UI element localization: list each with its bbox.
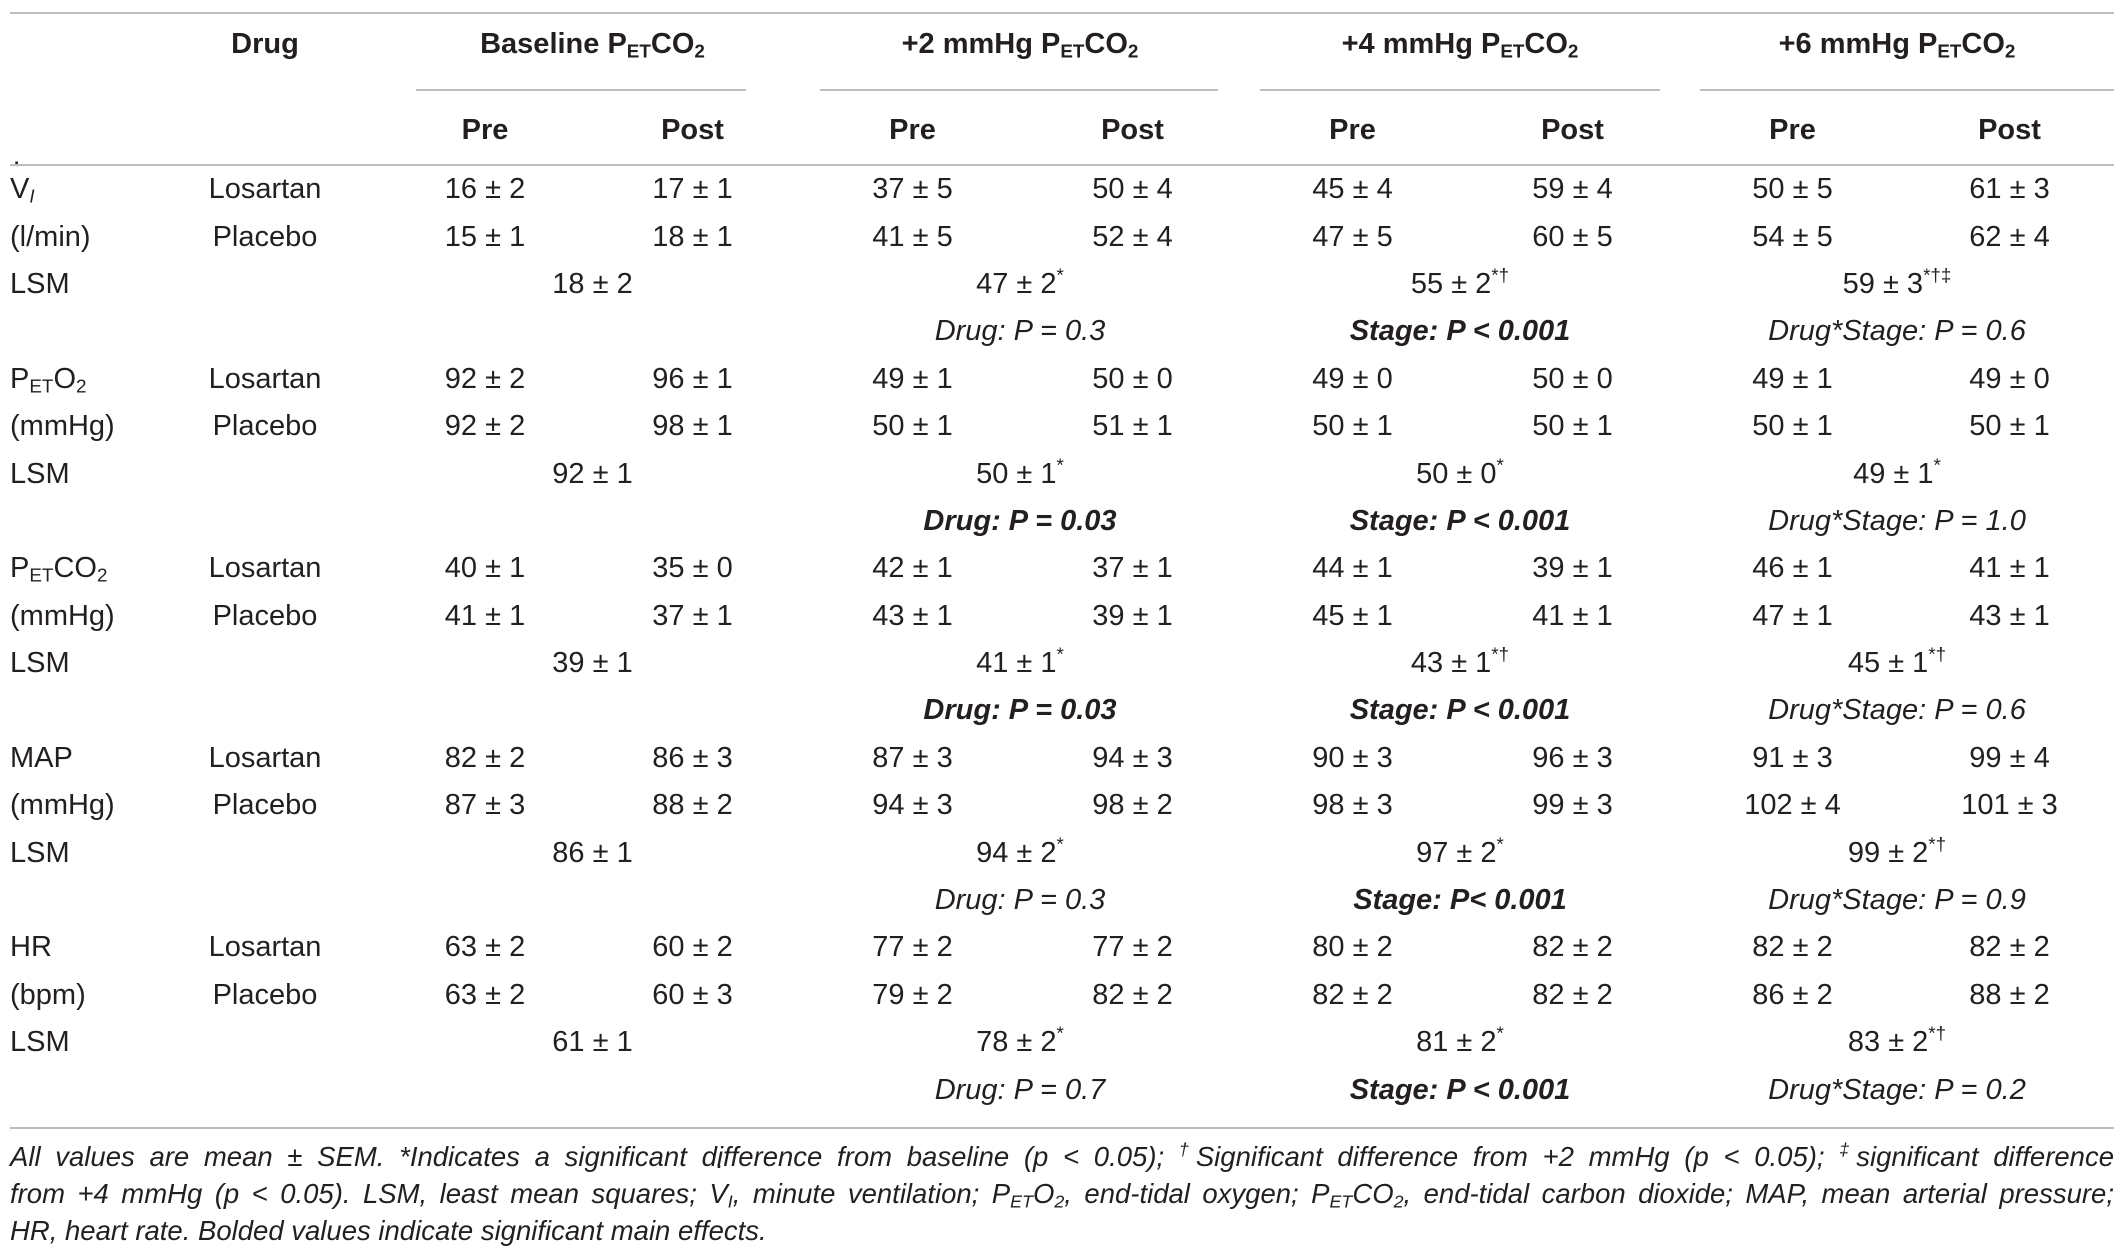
value-cell: 17 ± 1: [652, 173, 733, 206]
value-cell: 37 ± 1: [652, 599, 733, 632]
value-cell: 77 ± 2: [1092, 931, 1173, 964]
lsm-label: LSM: [10, 457, 70, 490]
value-cell: 82 ± 2: [1969, 931, 2050, 964]
drug-name: Placebo: [212, 220, 318, 253]
value-cell: 50 ± 5: [1752, 173, 1833, 206]
stat-result: Drug*Stage: P = 1.0: [1768, 504, 2026, 537]
drug-name: Placebo: [212, 599, 318, 632]
stat-result: Drug*Stage: P = 0.6: [1768, 694, 2026, 727]
lsm-label: LSM: [10, 267, 70, 300]
value-cell: 98 ± 2: [1092, 789, 1173, 822]
stat-result: Drug*Stage: P = 0.2: [1768, 1073, 2026, 1106]
value-cell: 50 ± 1: [1312, 410, 1393, 443]
value-cell: 80 ± 2: [1312, 931, 1393, 964]
value-cell: 87 ± 3: [872, 741, 953, 774]
value-cell: 91 ± 3: [1752, 741, 1833, 774]
lsm-label: LSM: [10, 647, 70, 680]
stat-result: Drug: P = 0.03: [923, 504, 1117, 537]
value-cell: 50 ± 1: [1969, 410, 2050, 443]
value-cell: 54 ± 5: [1752, 220, 1833, 253]
table-row: [10, 972, 2114, 1019]
lsm-value: 55 ± 2*†: [1410, 264, 1510, 300]
value-cell: 49 ± 0: [1312, 362, 1393, 395]
stat-result: Stage: P < 0.001: [1349, 694, 1571, 727]
variable-label: ˙ $V_I$: [10, 165, 145, 213]
drug-name: Placebo: [212, 410, 318, 443]
lsm-value: 45 ± 1*†: [1847, 643, 1947, 680]
pre-header: Pre: [889, 114, 936, 146]
value-cell: 99 ± 4: [1969, 741, 2050, 774]
lsm-row: [10, 640, 2114, 687]
lsm-value: 43 ± 1*†: [1410, 643, 1510, 680]
drug-name: Losartan: [208, 552, 322, 585]
value-cell: 98 ± 1: [652, 410, 733, 443]
value-cell: 82 ± 2: [1092, 978, 1173, 1011]
value-cell: 63 ± 2: [444, 978, 526, 1011]
drug-name: Losartan: [208, 931, 322, 964]
lsm-label: LSM: [10, 836, 70, 869]
value-cell: 60 ± 5: [1532, 220, 1613, 253]
lsm-value: 83 ± 2*†: [1847, 1022, 1947, 1059]
pre-header: Pre: [1329, 114, 1376, 146]
value-cell: 88 ± 2: [652, 789, 733, 822]
footnote-line-1: All values are mean ± SEM. *Indicates a significant difference from baseline (p < 0.05); †Significant difference from +2 mmHg (p < 0.05); ‡significant difference: [10, 1139, 2115, 1172]
lsm-row: [10, 829, 2114, 876]
stage-header-plus4: +4 mmHg $P_{ET}CO_2$: [1341, 28, 1579, 62]
value-cell: 82 ± 2: [444, 741, 526, 774]
unit-label: (mmHg): [10, 789, 115, 822]
value-cell: 62 ± 4: [1969, 220, 2050, 253]
lsm-value: 39 ± 1: [552, 647, 633, 680]
table-body: [10, 165, 2114, 1114]
stat-result: Drug: P = 0.3: [934, 315, 1106, 348]
value-cell: 41 ± 1: [1969, 552, 2050, 585]
value-cell: 47 ± 5: [1312, 220, 1393, 253]
lsm-value: 47 ± 2*: [976, 264, 1064, 300]
pre-header: Pre: [461, 114, 509, 146]
table-header: [10, 13, 2114, 165]
value-cell: 41 ± 1: [444, 599, 526, 632]
value-cell: 45 ± 4: [1312, 173, 1393, 206]
value-cell: 50 ± 0: [1092, 362, 1173, 395]
stat-result: Drug*Stage: P = 0.9: [1768, 884, 2026, 917]
lsm-value: 41 ± 1*: [976, 643, 1064, 680]
value-cell: 99 ± 3: [1532, 789, 1613, 822]
value-cell: 42 ± 1: [872, 552, 953, 585]
stats-row: [10, 1066, 2114, 1113]
value-cell: 50 ± 1: [1532, 410, 1613, 443]
value-cell: 88 ± 2: [1969, 978, 2050, 1011]
value-cell: 37 ± 5: [872, 173, 953, 206]
table-footnote: [10, 1138, 2114, 1249]
stats-row: [10, 877, 2114, 924]
value-cell: 50 ± 1: [872, 410, 953, 443]
stage-header-baseline: Baseline $P_{ET}CO_2$: [480, 28, 705, 62]
drug-name: Losartan: [208, 741, 322, 774]
stage-header-plus2: +2 mmHg $P_{ET}CO_2$: [901, 28, 1139, 62]
value-cell: 50 ± 4: [1092, 173, 1173, 206]
post-header: Post: [1541, 114, 1604, 146]
unit-label: (mmHg): [10, 410, 115, 443]
value-cell: 47 ± 1: [1752, 599, 1833, 632]
value-cell: 60 ± 2: [652, 931, 733, 964]
drug-name: Placebo: [212, 789, 318, 822]
footnote-line-2: from +4 mmHg (p < 0.05). LSM, least mean squares; ˙ $V_I$, minute ventilation; $P_{ET}O_2$, end-tidal oxygen; $P_{ET}CO_2$, end-tidal carbon dioxide; MAP, mean arterial pressure;: [10, 1175, 2114, 1212]
value-cell: 37 ± 1: [1092, 552, 1173, 585]
value-cell: 98 ± 3: [1312, 789, 1393, 822]
value-cell: 41 ± 1: [1532, 599, 1613, 632]
lsm-value: 49 ± 1*: [1853, 454, 1941, 490]
value-cell: 86 ± 3: [652, 741, 733, 774]
lsm-row: [10, 450, 2114, 497]
value-cell: 60 ± 3: [652, 978, 733, 1011]
post-header: Post: [661, 114, 724, 146]
lsm-value: 97 ± 2*: [1416, 833, 1504, 869]
lsm-value: 92 ± 1: [552, 457, 633, 490]
bottom-rule: [10, 1127, 2114, 1129]
variable-label: HR: [10, 931, 52, 964]
value-cell: 94 ± 3: [872, 789, 953, 822]
value-cell: 59 ± 4: [1532, 173, 1613, 206]
lsm-row: [10, 1019, 2114, 1066]
value-cell: 18 ± 1: [652, 220, 733, 253]
stat-result: Stage: P < 0.001: [1349, 504, 1571, 537]
variable-label: MAP: [10, 741, 73, 774]
value-cell: 35 ± 0: [652, 552, 733, 585]
value-cell: 41 ± 5: [872, 220, 953, 253]
stats-row: [10, 498, 2114, 545]
value-cell: 61 ± 3: [1969, 173, 2050, 206]
drug-header: Drug: [231, 28, 299, 60]
stats-row: [10, 308, 2114, 355]
table-row: [10, 356, 2114, 403]
table-row: [10, 165, 2114, 213]
pre-header: Pre: [1769, 114, 1816, 146]
lsm-value: 50 ± 1*: [976, 454, 1064, 490]
value-cell: 50 ± 0: [1532, 362, 1613, 395]
footnote-line-3: HR, heart rate. Bolded values indicate significant main effects.: [10, 1215, 767, 1246]
variable-label: $P_{ET}O_2$: [10, 362, 87, 397]
lsm-value: 59 ± 3*†‡: [1842, 264, 1952, 300]
stat-result: Drug: P = 0.03: [923, 694, 1117, 727]
drug-name: Losartan: [208, 173, 322, 206]
value-cell: 86 ± 2: [1752, 978, 1833, 1011]
lsm-value: 78 ± 2*: [976, 1022, 1064, 1059]
value-cell: 82 ± 2: [1532, 931, 1613, 964]
value-cell: 39 ± 1: [1532, 552, 1613, 585]
value-cell: 96 ± 1: [652, 362, 733, 395]
value-cell: 44 ± 1: [1312, 552, 1393, 585]
value-cell: 63 ± 2: [444, 931, 526, 964]
value-cell: 79 ± 2: [872, 978, 953, 1011]
value-cell: 16 ± 2: [444, 173, 526, 206]
table-row: [10, 593, 2114, 640]
table-row: [10, 924, 2114, 971]
value-cell: 82 ± 2: [1312, 978, 1393, 1011]
lsm-value: 61 ± 1: [552, 1026, 633, 1059]
value-cell: 82 ± 2: [1532, 978, 1613, 1011]
stage-header-plus6: +6 mmHg $P_{ET}CO_2$: [1778, 28, 2016, 62]
stat-result: Drug*Stage: P = 0.6: [1768, 315, 2026, 348]
value-cell: 43 ± 1: [872, 599, 953, 632]
lsm-value: 94 ± 2*: [976, 833, 1064, 869]
lsm-row: [10, 261, 2114, 308]
stat-result: Stage: P < 0.001: [1349, 315, 1571, 348]
value-cell: 40 ± 1: [444, 552, 526, 585]
value-cell: 49 ± 0: [1969, 362, 2050, 395]
unit-label: (mmHg): [10, 599, 115, 632]
value-cell: 43 ± 1: [1969, 599, 2050, 632]
stat-result: Drug: P = 0.3: [934, 884, 1106, 917]
variable-label: $P_{ET}CO_2$: [10, 552, 108, 587]
lsm-value: 81 ± 2*: [1416, 1022, 1504, 1059]
table-row: [10, 735, 2114, 782]
table-row: [10, 782, 2114, 829]
post-header: Post: [1978, 114, 2041, 146]
unit-label: (bpm): [10, 978, 86, 1011]
value-cell: 49 ± 1: [1752, 362, 1833, 395]
lsm-label: LSM: [10, 1026, 70, 1059]
stats-row: [10, 687, 2114, 734]
lsm-value: 99 ± 2*†: [1847, 833, 1947, 869]
value-cell: 52 ± 4: [1092, 220, 1173, 253]
value-cell: 82 ± 2: [1752, 931, 1833, 964]
lsm-value: 86 ± 1: [552, 836, 633, 869]
value-cell: 45 ± 1: [1312, 599, 1393, 632]
drug-name: Losartan: [208, 362, 322, 395]
value-cell: 101 ± 3: [1961, 789, 2058, 822]
value-cell: 87 ± 3: [444, 789, 526, 822]
value-cell: 77 ± 2: [872, 931, 953, 964]
post-header: Post: [1101, 114, 1164, 146]
value-cell: 39 ± 1: [1092, 599, 1173, 632]
lsm-value: 50 ± 0*: [1416, 454, 1504, 490]
lsm-value: 18 ± 2: [552, 267, 633, 300]
stat-result: Stage: P< 0.001: [1353, 884, 1567, 917]
value-cell: 102 ± 4: [1744, 789, 1841, 822]
stat-result: Drug: P = 0.7: [934, 1073, 1106, 1106]
value-cell: 92 ± 2: [444, 410, 526, 443]
value-cell: 46 ± 1: [1752, 552, 1833, 585]
table-row: [10, 403, 2114, 450]
unit-label: (l/min): [10, 220, 91, 253]
value-cell: 49 ± 1: [872, 362, 953, 395]
results-table: [10, 12, 2114, 1114]
drug-name: Placebo: [212, 978, 318, 1011]
table-row: [10, 545, 2114, 592]
value-cell: 90 ± 3: [1312, 741, 1393, 774]
value-cell: 15 ± 1: [444, 220, 526, 253]
value-cell: 51 ± 1: [1092, 410, 1173, 443]
table-row: [10, 213, 2114, 260]
value-cell: 50 ± 1: [1752, 410, 1833, 443]
value-cell: 92 ± 2: [444, 362, 526, 395]
value-cell: 96 ± 3: [1532, 741, 1613, 774]
value-cell: 94 ± 3: [1092, 741, 1173, 774]
stat-result: Stage: P < 0.001: [1349, 1073, 1571, 1106]
